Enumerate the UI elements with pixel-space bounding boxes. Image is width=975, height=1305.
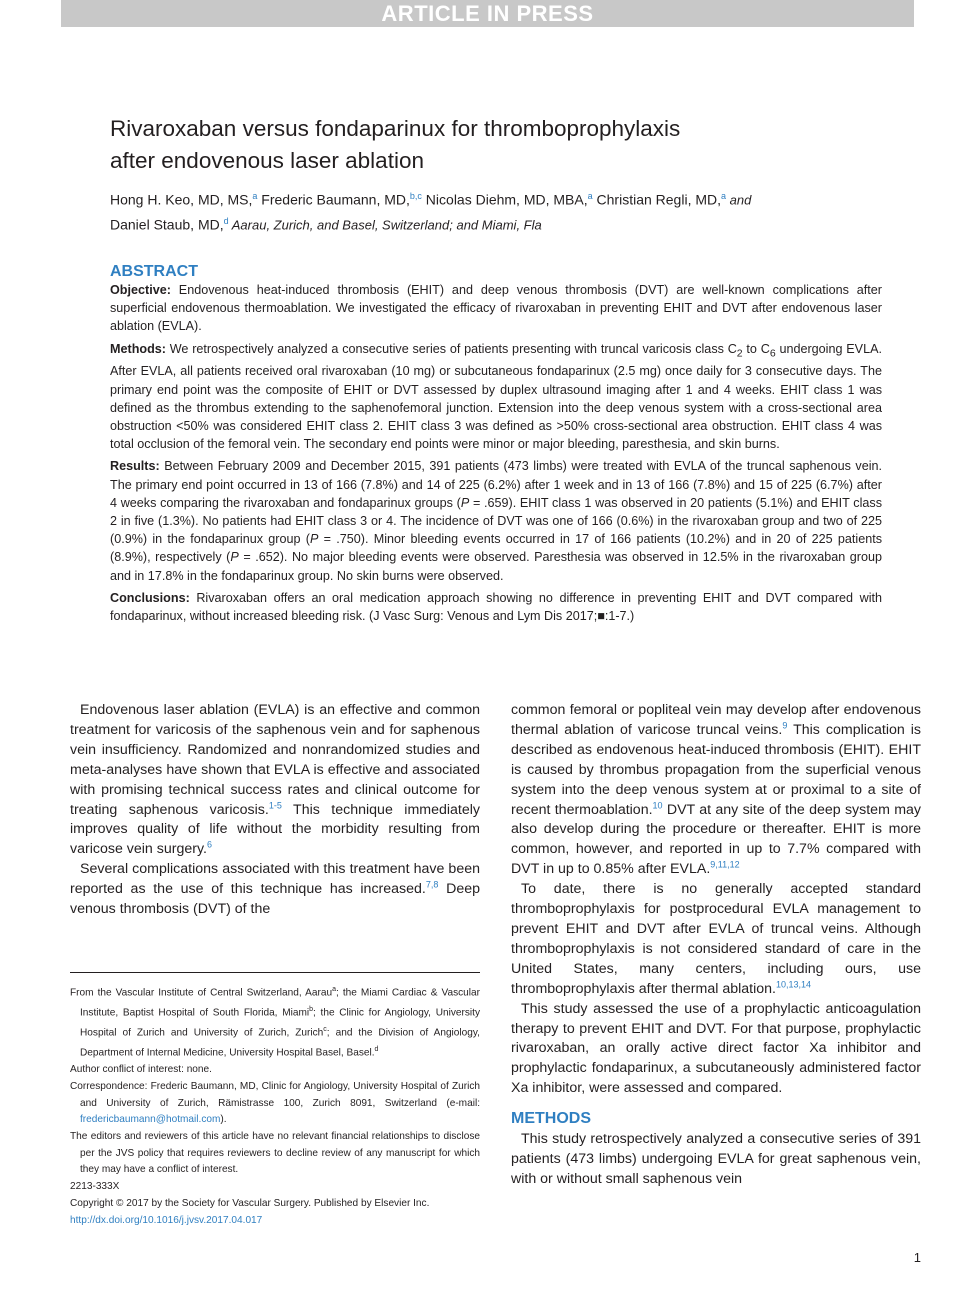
- p-value-symbol: P: [230, 550, 239, 565]
- body-paragraph: This study assessed the use of a prophylactic anticoagulation therapy to prevent EHIT and DVT. For that purpose, prophylactic rivaroxaban, an orally active direct factor Xa inhibitor and prophylactic fondaparinux, a subcutaneously administered factor Xa inhibitor, were assessed and compared.: [511, 1000, 921, 1097]
- results-label: Results:: [110, 459, 160, 474]
- affiliation-mark[interactable]: a: [587, 191, 593, 201]
- abstract-results: [110, 457, 882, 584]
- objective-label: Objective:: [110, 283, 171, 297]
- citation-link[interactable]: 1-5: [268, 799, 282, 810]
- author-conjunction: and: [726, 192, 752, 208]
- footnote-text: Correspondence: Frederic Baumann, MD, Clinic for Angiology, University Hospital of Zurich and University of Zurich, Rämistrasse 100, Zurich 8091, Switzerland (e-mail:: [70, 1080, 480, 1109]
- title-line-2: after endovenous laser ablation: [110, 148, 424, 173]
- doi-link[interactable]: http://dx.doi.org/10.1016/j.jvsv.2017.04.017: [70, 1214, 263, 1226]
- citation-link[interactable]: 9: [782, 720, 788, 731]
- footnote-text: ).: [220, 1114, 227, 1126]
- paragraph-text: Endovenous laser ablation (EVLA) is an effective and common treatment for varicosis of the saphenous vein and for saphenous vein insufficiency. Randomized and nonrandomized studies and meta-analyses have shown that EVLA is effective and associated with promising technical success rates and clinical outcome for treating saphenous varicosis.: [70, 702, 480, 818]
- email-link[interactable]: fredericbaumann@hotmail.com: [80, 1114, 221, 1126]
- citation-link[interactable]: 10: [652, 799, 663, 810]
- right-column: [511, 701, 921, 1190]
- paragraph-text: Several complications associated with this treatment have been reported as the use of this technique has increased.: [70, 861, 480, 898]
- methods-label: Methods:: [110, 341, 166, 356]
- methods-text: undergoing EVLA. After EVLA, all patients received oral rivaroxaban (10 mg) or subcutaneous fondaparinux (2.5 mg) once daily for 3 consecutive days. The primary end point was the composite of EHIT or DVT assessed by duplex ultrasound imaging after 1 and 4 weeks. EHIT class 1 was defined as the thrombus extending to the saphenofemoral junction. Extension into the deep venous system with a cross-sectional area obstruction <50% was considered EHIT class 2. EHIT class 3 was defined as >50% cross-sectional area obstruction. EHIT class 4 was total occlusion of the femoral vein. The secondary end points were minor or major bleeding, paresthesia, and skin burns.: [110, 341, 882, 452]
- author-regli: Christian Regli, MD,: [592, 191, 722, 208]
- left-column: [70, 701, 480, 920]
- affiliation-mark: a: [332, 986, 336, 993]
- title-line-1: Rivaroxaban versus fondaparinux for thromboprophylaxis: [110, 116, 681, 141]
- article-title: [110, 113, 890, 177]
- conclusions-text: Rivaroxaban offers an oral medication approach showing no difference in preventing EHIT and DVT compared with fondaparinux, without increased bleeding risk. (J Vasc Surg: Venous and Lym Dis 2017;■:1-7.): [110, 590, 882, 623]
- p-value-symbol: P: [460, 495, 470, 510]
- abstract-objective: [110, 281, 882, 336]
- methods-subscript: 2: [736, 347, 743, 360]
- affiliation-mark[interactable]: a: [721, 191, 727, 201]
- methods-text: We retrospectively analyzed a consecutive series of patients presenting with truncal varicosis class C: [165, 341, 737, 356]
- affiliation-mark[interactable]: b,c: [409, 191, 422, 201]
- methods-heading: METHODS: [511, 1110, 591, 1128]
- conclusions-label: Conclusions:: [110, 590, 190, 605]
- author-staub: Daniel Staub, MD,: [110, 216, 224, 233]
- methods-text: to C: [742, 341, 770, 356]
- citation-link[interactable]: 7,8: [425, 879, 439, 890]
- paragraph-text: To date, there is no generally accepted standard thromboprophylaxis for postprocedural EVLA management to prevent EHIT and DVT after EVLA of truncal veins. Although thromboprophylaxis is not considered standard of care in the United States, many centers, including ours, use thromboprophylaxis after thermal ablation.: [511, 881, 921, 997]
- author-keo: Hong H. Keo, MD, MS,: [110, 191, 253, 208]
- footnote-text: ; and the Division of Angiology, Department of Internal Medicine, University Hospital Basel, Basel.: [80, 1027, 480, 1059]
- footnote-divider: [70, 972, 480, 973]
- results-text: Between February 2009 and December 2015, 391 patients (473 limbs) were treated with EVLA of the truncal saphenous vein. The primary end point occurred in 13 of 166 (7.8%) and 14 of 225 (6.2%) after 1 week and in 13 of 166 (7.8%) and 15 of 225 (6.7%) after 4 weeks comparing the rivaroxaban and fondaparinux groups (: [110, 459, 882, 510]
- objective-text: Endovenous heat-induced thrombosis (EHIT) and deep venous thrombosis (DVT) are well-known complications after superficial endovenous thermoablation. We investigated the efficacy of rivaroxaban in preventing EHIT and DVT after endovenous laser ablation (EVLA).: [110, 283, 882, 334]
- author-diehm: Nicolas Diehm, MD, MBA,: [421, 191, 588, 208]
- paragraph-text: Deep venous thrombosis (DVT) of the: [70, 881, 480, 918]
- citation-link[interactable]: 6: [206, 839, 212, 850]
- author-list: [110, 186, 890, 235]
- author-baumann: Frederic Baumann, MD,: [257, 191, 410, 208]
- paragraph-text: DVT at any site of the deep system may also develop during the procedure or thereafter. EHIT is more common, however, and reported in up to 7.7% compared with DVT in up to 0.85% after EVLA.: [511, 801, 921, 878]
- results-text: = .750). Minor bleeding events occurred in 17 of 166 patients (10.2%) and in 20 of 225 patients (8.9%), respectively (: [110, 532, 882, 565]
- abstract-heading: ABSTRACT: [110, 263, 198, 280]
- p-value-symbol: P: [309, 532, 319, 547]
- footnotes: [70, 982, 480, 1229]
- affiliation-mark: d: [374, 1046, 379, 1054]
- footnote-correspondence: [70, 1079, 480, 1129]
- affiliation-mark[interactable]: a: [252, 191, 258, 201]
- body-paragraph: [70, 701, 480, 860]
- footnote-conflict: Author conflict of interest: none.: [70, 1064, 212, 1076]
- affiliation-mark: b: [309, 1006, 314, 1014]
- methods-subscript: 6: [769, 347, 776, 360]
- paragraph-text: This technique immediately improves quality of life without the morbidity resulting from varicose vein surgery.: [70, 801, 480, 858]
- author-locations: Aarau, Zurich, and Basel, Switzerland; and Miami, Fla: [228, 217, 542, 233]
- abstract-body: [110, 281, 882, 629]
- body-paragraph: This study retrospectively analyzed a consecutive series of 391 patients (473 limbs) undergoing EVLA for great saphenous vein, with or without small saphenous vein: [511, 1131, 921, 1187]
- footnote-text: ; the Miami Cardiac & Vascular Institute, Baptist Hospital of South Florida, Miami: [80, 987, 480, 1019]
- results-text: = .652). No major bleeding events were observed. Paresthesia was observed in 12.5% in the rivaroxaban group and in 17.8% in the fondaparinux group. No skin burns were observed.: [110, 550, 883, 583]
- body-paragraph: [511, 701, 921, 880]
- page-number: 1: [913, 1250, 921, 1265]
- footnote-text: From the Vascular Institute of Central Switzerland, Aarau: [70, 987, 333, 999]
- citation-link[interactable]: 9,11,12: [710, 859, 740, 870]
- copyright: Copyright © 2017 by the Society for Vascular Surgery. Published by Elsevier Inc.: [70, 1197, 430, 1209]
- abstract-conclusions: [110, 589, 882, 625]
- body-paragraph: [70, 860, 480, 920]
- article-in-press-banner: ARTICLE IN PRESS: [61, 0, 914, 27]
- paragraph-text: common femoral or popliteal vein may develop after endovenous thermal ablation of varicose truncal veins.: [511, 702, 921, 738]
- abstract-methods: [110, 340, 882, 454]
- footnote-text: ; the Clinic for Angiology, University Hospital of Zurich and University of Zurich, Zurich: [80, 1007, 480, 1039]
- footnote-editors: The editors and reviewers of this article have no relevant financial relationships to disclose per the JVS policy that requires reviewers to decline review of any manuscript for which they may have a conflict of interest.: [70, 1131, 480, 1176]
- body-paragraph: [511, 880, 921, 999]
- footnote-affiliations: [70, 982, 480, 1062]
- results-text: = .659). EHIT class 1 was observed in 20 patients (5.1%) and EHIT class 2 in five (1.3%). No patients had EHIT class 3 or 4. The incidence of DVT was one of 166 (0.6%) in the rivaroxaban group and two of 225 (0.9%) in the fondaparinux group (: [110, 495, 882, 547]
- paragraph-text: This complication is described as endovenous heat-induced thrombosis (EHIT). EHIT is caused by thrombus propagation from the superficial venous system into the deep venous system at or proximal to a site of recent thermoablation.: [511, 721, 921, 818]
- affiliation-mark[interactable]: d: [223, 215, 229, 226]
- issn: 2213-333X: [70, 1181, 120, 1193]
- affiliation-mark: c: [323, 1026, 327, 1034]
- citation-link[interactable]: 10,13,14: [775, 978, 812, 989]
